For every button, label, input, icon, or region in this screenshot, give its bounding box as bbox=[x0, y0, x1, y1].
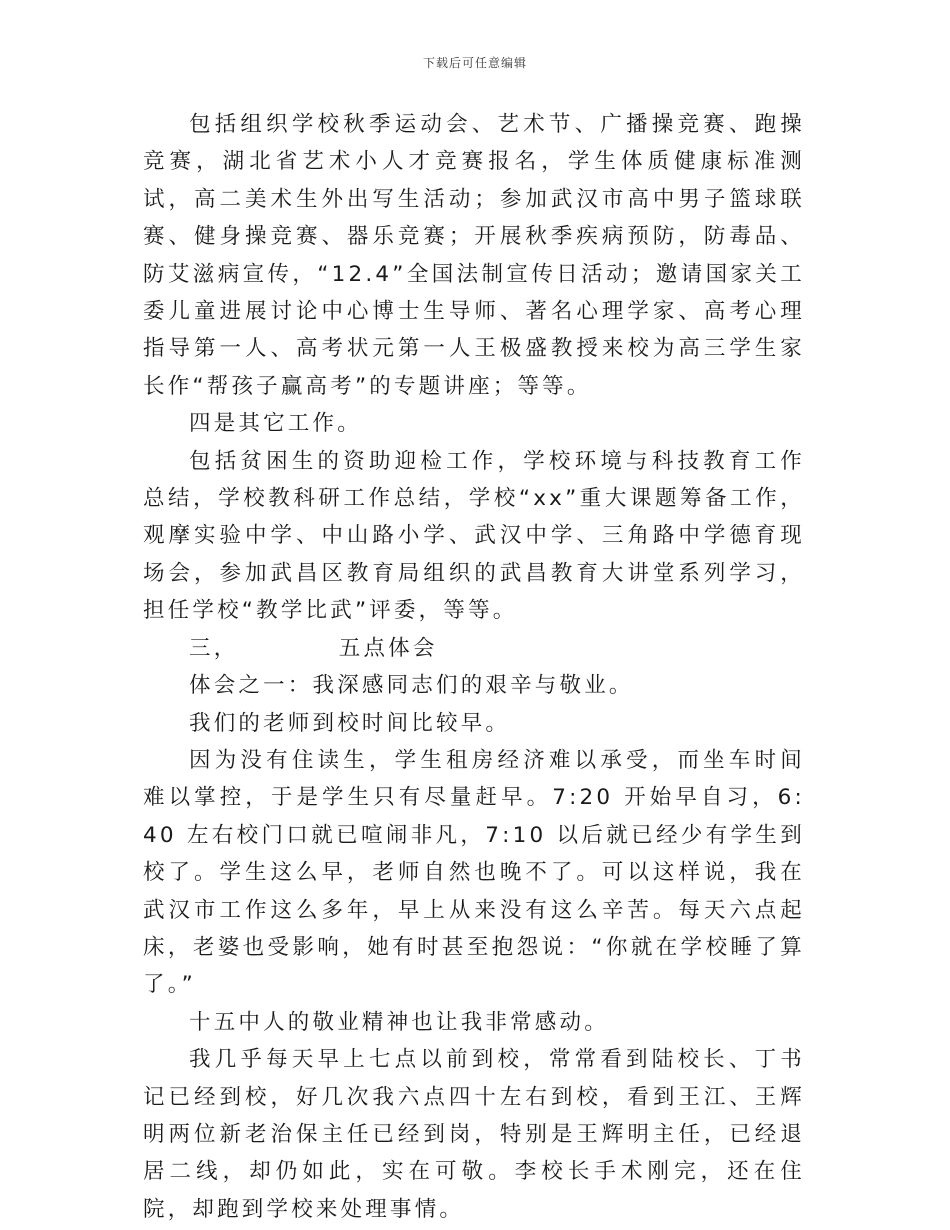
paragraph-dedication: 十五中人的敬业精神也让我非常感动。 bbox=[189, 1009, 609, 1035]
document-body bbox=[143, 106, 805, 1228]
paragraph-other-work: 包括贫困生的资助迎检工作，学校环境与科技教育工作总结，学校教科研工作总结，学校“xx”重大课题筹备工作，观摩实验中学、中山路小学、武汉中学、三角路中学德育现场会，参加武昌区教育局组织的武昌教育大讲堂系列学习，担任学校“教学比武”评委，等等。 bbox=[143, 448, 805, 624]
page-header: 下载后可任意编辑 bbox=[422, 56, 527, 70]
paragraph-insight-one: 体会之一：我深感同志们的艰辛与敬业。 bbox=[189, 673, 634, 699]
paragraph-examples: 我几乎每天早上七点以前到校，常常看到陆校长、丁书记已经到校，好几次我六点四十左右到校，看到王江、王辉明两位新老治保主任已经到岗，特别是王辉明主任，已经退居二线，却仍如此，实在可敬。李校长手术刚完，还在住院，却跑到学校来处理事情。 bbox=[143, 1047, 805, 1222]
paragraph-arrival-time: 我们的老师到校时间比较早。 bbox=[189, 710, 511, 736]
section-heading-five-points: 三， 五点体会 bbox=[189, 635, 438, 661]
paragraph-activities: 包括组织学校秋季运动会、艺术节、广播操竞赛、跑操竞赛，湖北省艺术小人才竞赛报名，学生体质健康标准测试，高二美术生外出写生活动；参加武汉市高中男子篮球联赛、健身操竞赛、器乐竞赛；开展秋季疾病预防，防毒品、防艾滋病宣传，“12.4”全国法制宣传日活动；邀请国家关工委儿童进展讨论中心博士生导师、著名心理学家、高考心理指导第一人、高考状元第一人王极盛教授来校为高三学生家长作“帮孩子赢高考”的专题讲座；等等。 bbox=[143, 112, 805, 399]
paragraph-early-schedule: 因为没有住读生，学生租房经济难以承受，而坐车时间难以掌控，于是学生只有尽量赶早。7:20 开始早自习，6: 40 左右校门口就已喧闹非凡，7:10 以后就已经少有学生到校了。学生这么早，老师自然也晚不了。可以这样说，我在武汉市工作这么多年，早上从来没有这么辛苦。每天六点起床，老婆也受影响，她有时甚至抱怨说：“你就在学校睡了算了。” bbox=[143, 747, 805, 998]
paragraph-other-work-heading: 四是其它工作。 bbox=[189, 411, 362, 437]
